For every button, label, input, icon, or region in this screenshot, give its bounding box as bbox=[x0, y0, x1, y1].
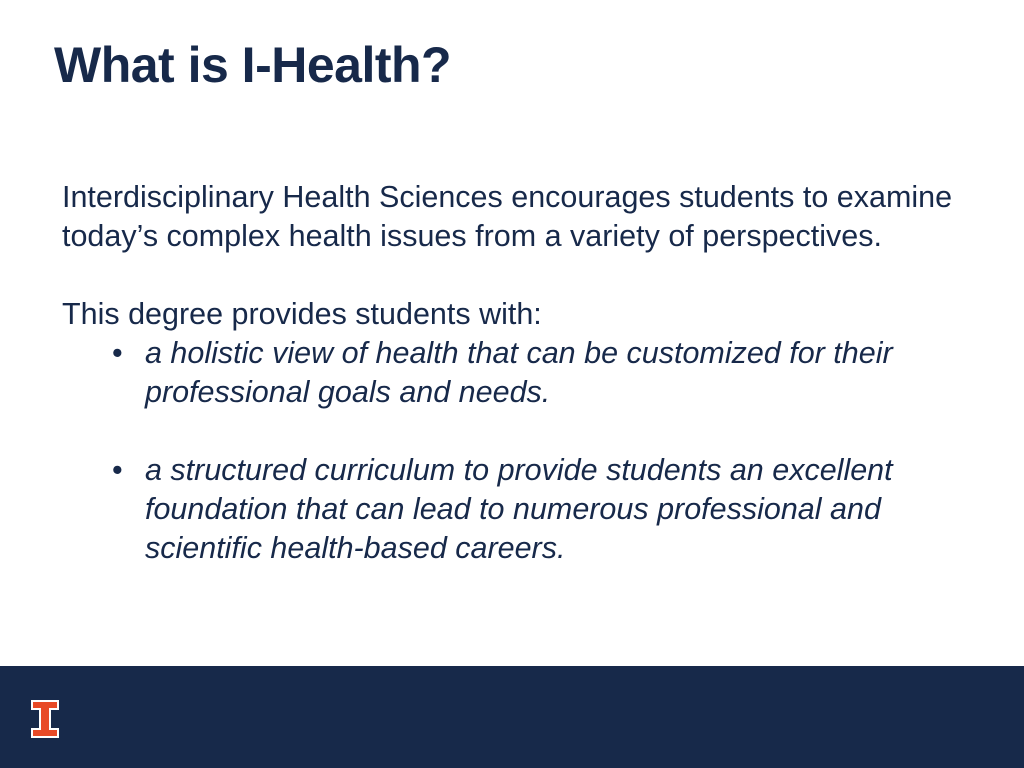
footer-bar bbox=[0, 666, 1024, 768]
bullet-text: a structured curriculum to provide students an excellent foundation that can lead to numerous professional and scientific health-based careers. bbox=[145, 453, 893, 565]
bullet-item bbox=[62, 451, 982, 568]
bullet-list bbox=[62, 334, 982, 568]
intro-paragraph: Interdisciplinary Health Sciences encourages students to examine today’s complex health issues from a variety of perspectives. bbox=[62, 180, 953, 253]
bullet-icon: • bbox=[112, 336, 123, 370]
bullet-text: a holistic view of health that can be customized for their professional goals and needs. bbox=[145, 336, 893, 409]
bullet-item bbox=[62, 334, 982, 412]
slide-title: What is I-Health? bbox=[54, 37, 452, 93]
slide-body bbox=[62, 178, 982, 568]
block-i-logo-icon bbox=[31, 700, 59, 738]
lead-text: This degree provides students with: bbox=[62, 297, 542, 331]
bullet-icon: • bbox=[112, 453, 123, 487]
